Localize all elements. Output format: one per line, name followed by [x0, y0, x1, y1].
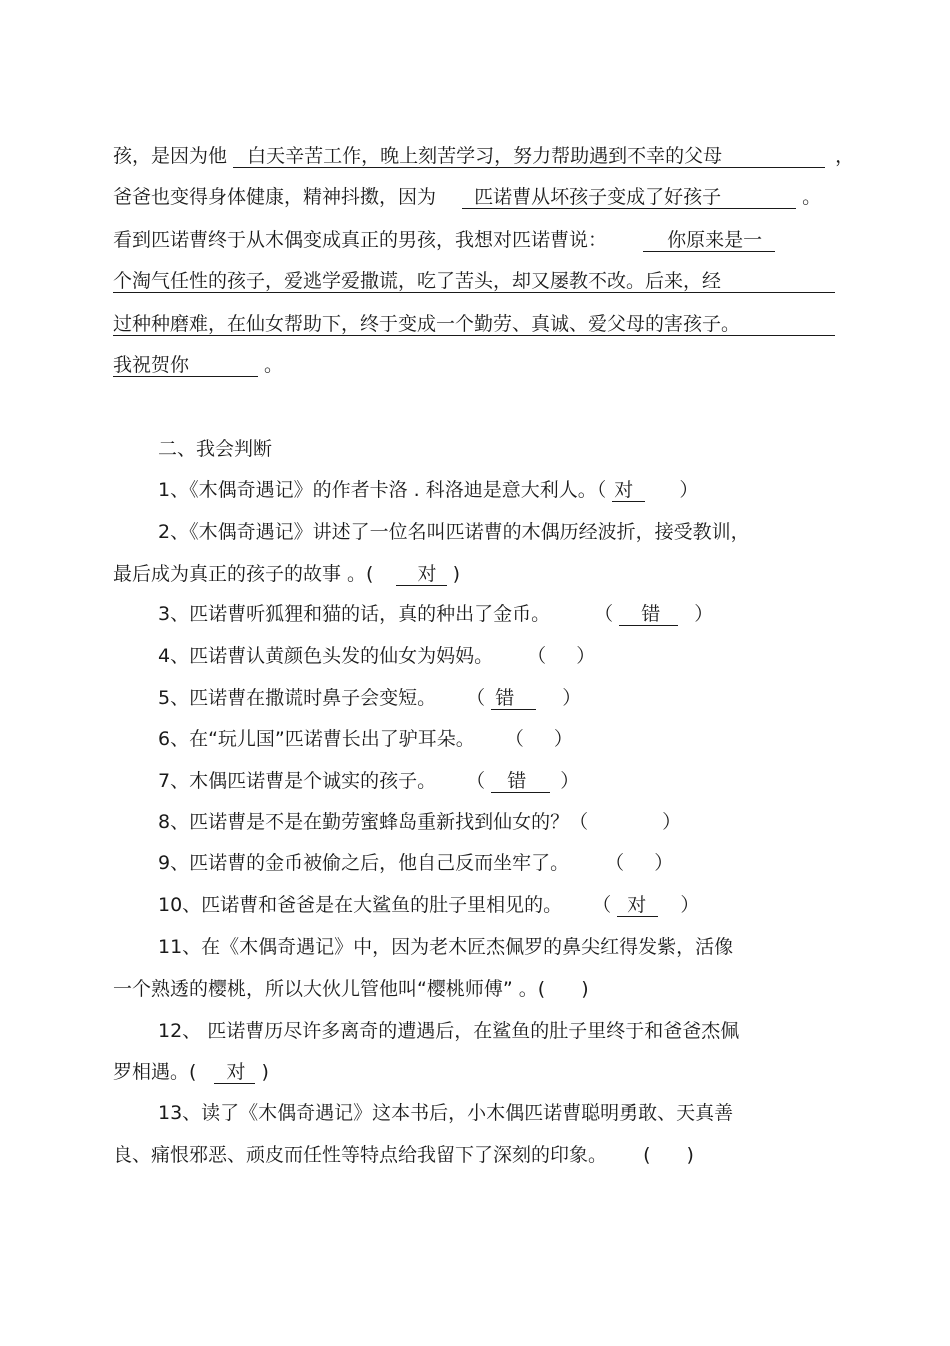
question-12-line-2 [113, 1059, 269, 1085]
question-text: 3、匹诺曹听狐狸和猫的话，真的种出了金币。 [158, 603, 551, 625]
paren: ） [654, 852, 674, 874]
question-text: 10、匹诺曹和爸爸是在大鲨鱼的肚子里相见的。 [158, 894, 563, 916]
answer-blank [617, 894, 658, 917]
question-text: 5、匹诺曹在撒谎时鼻子会变短。 [158, 687, 437, 709]
paren: （ [466, 687, 486, 709]
question-13-line-2 [113, 1142, 694, 1168]
section-title: 二、我会判断 [158, 438, 273, 460]
answer-blank [619, 603, 678, 626]
answer-text: 对 [417, 563, 437, 585]
answer-text: 白天辛苦工作，晚上刻苦学习，努力帮助遇到不幸的父母 [247, 145, 723, 167]
paren: ） [553, 728, 573, 750]
question-11-line-1: 11、在《木偶奇遇记》中，因为老木匠杰佩罗的鼻尖红得发紫，活像 [158, 936, 734, 958]
passage-line-4 [113, 268, 835, 294]
paren: ) [686, 1144, 694, 1166]
question-text: 良、痛恨邪恶、顽皮而任性等特点给我留下了深刻的印象。 [113, 1144, 608, 1166]
question-3 [158, 601, 713, 627]
answer-text: 对 [226, 1061, 246, 1083]
passage-line-5 [113, 311, 835, 337]
passage-text: 。 [802, 186, 822, 208]
question-8 [158, 809, 681, 835]
paren: ) [261, 1061, 269, 1083]
passage-line-3 [113, 227, 775, 253]
question-4 [158, 643, 595, 669]
answer-text: 个淘气任性的孩子，爱逃学爱撒谎，吃了苦头，却又屡教不改。后来，经 [113, 270, 722, 292]
answer-blank [643, 229, 775, 252]
question-text: 7、木偶匹诺曹是个诚实的孩子。 [158, 770, 437, 792]
paren: ） [576, 645, 596, 667]
question-2-line-1: 2、《木偶奇遇记》讲述了一位名叫匹诺曹的木偶历经波折，接受教训， [158, 521, 750, 543]
paren: ） [679, 479, 699, 501]
passage-text: 爸爸也变得身体健康，精神抖擞，因为 [113, 186, 437, 208]
answer-text: 过种种磨难，在仙女帮助下，终于变成一个勤劳、真诚、爱父母的害孩子。 [113, 313, 741, 335]
question-1 [158, 477, 698, 503]
question-9 [158, 850, 673, 876]
answer-blank [396, 563, 447, 586]
paren: （ [527, 645, 547, 667]
question-10 [158, 892, 699, 918]
question-7 [158, 768, 579, 794]
answer-text: 对 [614, 479, 634, 501]
question-text: 一个熟透的樱桃，所以大伙儿管他叫“樱桃师傅” 。( [113, 978, 546, 1000]
answer-text: 错 [495, 687, 515, 709]
paren: ) [581, 978, 589, 1000]
passage-line-2 [113, 184, 821, 210]
answer-blank [113, 270, 835, 293]
question-6 [158, 726, 573, 752]
answer-text: 错 [507, 770, 527, 792]
paren: ） [662, 811, 682, 833]
paren: （ [504, 728, 524, 750]
passage-text: 看到匹诺曹终于从木偶变成真正的男孩，我想对匹诺曹说： [113, 229, 608, 251]
passage-text: ， [835, 145, 855, 167]
paren: （ [594, 603, 614, 625]
paren: ） [694, 603, 714, 625]
paren: （ [592, 894, 612, 916]
paren: ) [452, 563, 460, 585]
answer-blank [491, 687, 536, 710]
question-11-line-2 [113, 976, 589, 1002]
passage-line-1 [113, 143, 854, 169]
question-5 [158, 685, 581, 711]
answer-blank [612, 479, 645, 502]
passage-text: 孩，是因为他 [113, 145, 228, 167]
question-text: 9、匹诺曹的金币被偷之后，他自己反而坐牢了。 [158, 852, 570, 874]
answer-blank [462, 186, 796, 209]
paren: ( [643, 1144, 651, 1166]
question-2-line-2 [113, 561, 460, 587]
answer-blank [113, 313, 835, 336]
answer-blank [491, 770, 550, 793]
paren: （ [605, 852, 625, 874]
passage-line-6 [113, 352, 283, 378]
paren: ） [562, 687, 582, 709]
paren: ） [680, 894, 700, 916]
question-text: 1、《木偶奇遇记》的作者卡洛 . 科洛迪是意大利人。（ [158, 479, 607, 501]
paren: （ [466, 770, 486, 792]
answer-blank [233, 145, 825, 168]
passage-text: 。 [264, 354, 284, 376]
answer-text: 对 [627, 894, 647, 916]
question-text: 最后成为真正的孩子的故事 。( [113, 563, 374, 585]
paren: ） [560, 770, 580, 792]
answer-text: 错 [641, 603, 661, 625]
question-text: 6、在“玩儿国”匹诺曹长出了驴耳朵。 [158, 728, 475, 750]
answer-blank [113, 354, 258, 377]
answer-text: 匹诺曹从坏孩子变成了好孩子 [474, 186, 722, 208]
question-text: 罗相遇。( [113, 1061, 197, 1083]
question-text: 4、匹诺曹认黄颜色头发的仙女为妈妈。 [158, 645, 494, 667]
question-13-line-1: 13、读了《木偶奇遇记》这本书后，小木偶匹诺曹聪明勇敢、天真善 [158, 1102, 734, 1124]
answer-text: 你原来是一 [667, 229, 763, 251]
answer-blank [214, 1061, 255, 1084]
question-12-line-1: 12、 匹诺曹历尽许多离奇的遭遇后，在鲨鱼的肚子里终于和爸爸杰佩 [158, 1020, 740, 1042]
answer-text: 我祝贺你 [113, 354, 190, 376]
question-text: 8、匹诺曹是不是在勤劳蜜蜂岛重新找到仙女的？（ [158, 811, 589, 833]
